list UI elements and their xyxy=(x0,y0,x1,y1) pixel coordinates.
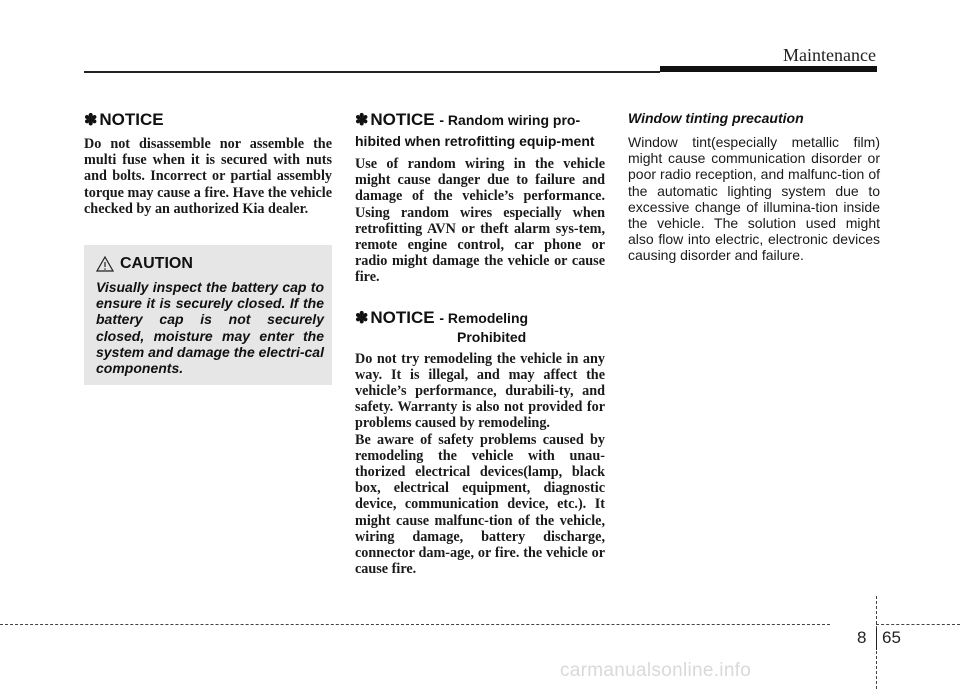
caution-box xyxy=(84,245,332,385)
notice-body: Do not disassemble nor assemble the multi fuse when it is secured with nuts and bolts. Incorrect or partial assembly torque may cause a fire. Have the vehicle checked by an authorized Kia dealer. xyxy=(84,136,332,217)
notice-random-wiring-heading xyxy=(355,110,605,151)
page-number: 65 xyxy=(882,628,901,647)
caution-heading xyxy=(96,255,193,273)
notice-title: NOTICE xyxy=(99,110,164,129)
header-rule xyxy=(84,71,660,73)
watermark: carmanualsonline.info xyxy=(560,660,752,681)
window-tinting-body: Window tint(especially metallic film) might cause communication disorder or poor radio reception, and malfunc-tion of the automatic lighting system due to excessive change of illumina-tion inside the vehicle. The solution used might also flow into electric, electronic devices causing disorder and failure. xyxy=(628,134,880,264)
page-number-divider xyxy=(876,628,877,650)
header-bar xyxy=(660,66,877,72)
notice-remodeling-paragraph-2: Be aware of safety problems caused by remodeling the vehicle with unau-thorized electrical devices(lamp, black box, electrical equipment, diagnostic device, communication device, etc.). It might cause malfunc-tion of the vehicle, wiring damage, battery discharge, connector dam-age, or fire. the vehicle or cause fire. xyxy=(355,431,605,578)
caution-title: CAUTION xyxy=(120,255,193,272)
column-left xyxy=(84,110,332,217)
column-middle xyxy=(355,110,605,577)
warning-triangle-icon xyxy=(96,256,114,272)
notice-random-wiring-body: Use of random wiring in the vehicle might cause danger due to failure and damage of the vehicle’s performance. Using random wires especially when retrofitting AVN or theft alarm sys-tem, remote engine control, car phone or radio might damage the vehicle or cause fire. xyxy=(355,156,605,286)
notice-subtitle-line1: - Remodeling xyxy=(439,309,529,326)
page-header-title: Maintenance xyxy=(783,45,876,65)
window-tinting-heading: Window tinting precaution xyxy=(628,110,804,126)
notice-title: NOTICE xyxy=(370,307,435,327)
footer-dashed-line-right xyxy=(876,624,960,625)
notice-remodeling-heading xyxy=(355,308,605,346)
caution-body: Visually inspect the battery cap to ensure it is securely closed. If the battery cap is not securely closed, moisture may enter the system and damage the electri-cal components. xyxy=(96,279,324,377)
column-right xyxy=(628,110,880,264)
notice-star-icon: ✽ xyxy=(84,112,98,129)
page-chapter: 8 xyxy=(857,628,867,647)
notice-star-icon: ✽ xyxy=(355,112,369,129)
footer-dashed-line xyxy=(0,624,830,625)
notice-subtitle-line2: Prohibited xyxy=(457,328,527,345)
notice-remodeling-body xyxy=(355,351,605,578)
notice-star-icon: ✽ xyxy=(355,309,369,327)
notice-heading xyxy=(84,110,332,131)
notice-remodeling-paragraph-1: Do not try remodeling the vehicle in any way. It is illegal, and may affect the vehicle’s performance, durabili-ty, and safety. Warranty is also not provided for problems caused by remodeling. xyxy=(355,350,605,432)
notice-title: NOTICE xyxy=(370,110,435,129)
notice-subtitle: - Random wiring pro-hibited when retrofitting equip-ment xyxy=(355,112,595,149)
